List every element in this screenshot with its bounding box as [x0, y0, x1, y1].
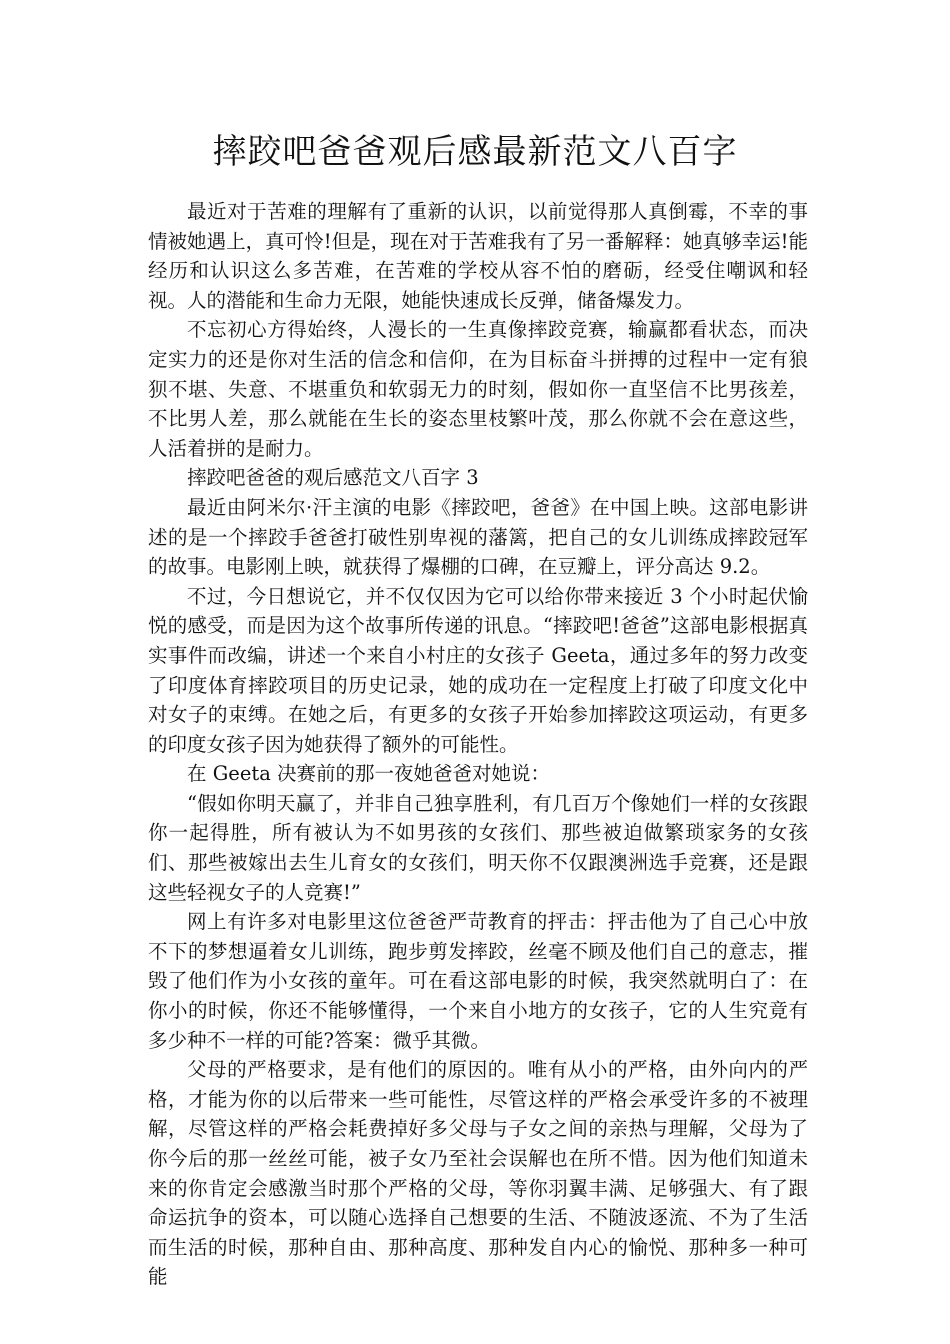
- paragraph-5: 在 Geeta 决赛前的那一夜她爸爸对她说：: [187, 762, 551, 786]
- quote-paragraph: “假如你明天赢了，并非自己独享胜利，有几百万个像她们一样的女孩跟你一起得胜，所有被认为不如男孩的女孩们、那些被迫做繁琐家务的女孩们、那些被嫁出去生儿育女的女孩们，明天你不仅跟澳洲选手竞赛，还是跟这些轻视女子的人竞赛!”: [148, 791, 808, 904]
- paragraph-6: 网上有许多对电影里这位爸爸严苛教育的抨击：抨击他为了自己心中放不下的梦想逼着女儿训练，跑步剪发摔跤，丝毫不顾及他们自己的意志，摧毁了他们作为小女孩的童年。可在看这部电影的时候，我突然就明白了：在你小的时候，你还不能够懂得，一个来自小地方的女孩子，它的人生究竟有多少种不一样的可能?答案：微乎其微。: [148, 910, 808, 1052]
- paragraph-4: 不过，今日想说它，并不仅仅因为它可以给你带来接近 3 个小时起伏愉悦的感受，而是因为这个故事所传递的讯息。“摔跤吧!爸爸”这部电影根据真实事件而改编，讲述一个来自小村庄的女孩子 Geeta，通过多年的努力改变了印度体育摔跤项目的历史记录，她的成功在一定程度上打破了印度文化中对女子的束缚。在她之后，有更多的女孩子开始参加摔跤这项运动，有更多的印度女孩子因为她获得了额外的可能性。: [148, 584, 808, 756]
- paragraph-7: 父母的严格要求，是有他们的原因的。唯有从小的严格，由外向内的严格，才能为你的以后带来一些可能性，尽管这样的严格会承受许多的不被理解，尽管这样的严格会耗费掉好多父母与子女之间的亲热与理解，父母为了你今后的那一丝丝可能，被子女乃至社会误解也在所不惜。因为他们知道未来的你肯定会感激当时那个严格的父母，等你羽翼丰满、足够强大、有了跟命运抗争的资本，可以随心选择自己想要的生活、不随波逐流、不为了生活而生活的时候，那种自由、那种高度、那种发自内心的愉悦、那种多一种可能: [148, 1058, 808, 1289]
- paragraph-2: 不忘初心方得始终，人漫长的一生真像摔跤竞赛，输赢都看状态，而决定实力的还是你对生活的信念和信仰，在为目标奋斗拼搏的过程中一定有狼狈不堪、失意、不堪重负和软弱无力的时刻，假如你一直坚信不比男孩差，不比男人差，那么就能在生长的姿态里枝繁叶茂，那么你就不会在意这些，人活着拼的是耐力。: [148, 318, 808, 460]
- page-title: 摔跤吧爸爸观后感最新范文八百字: [212, 132, 738, 172]
- section-heading: 摔跤吧爸爸的观后感范文八百字 3: [187, 466, 479, 490]
- document-body: [148, 197, 808, 1292]
- paragraph-3: 最近由阿米尔·汗主演的电影《摔跤吧，爸爸》在中国上映。这部电影讲述的是一个摔跤手爸爸打破性别卑视的藩篱，把自己的女儿训练成摔跤冠军的故事。电影刚上映，就获得了爆棚的口碑，在豆瓣上，评分高达 9.2。: [148, 495, 808, 579]
- paragraph-1: 最近对于苦难的理解有了重新的认识，以前觉得那人真倒霉，不幸的事情被她遇上，真可怜!但是，现在对于苦难我有了另一番解释：她真够幸运!能经历和认识这么多苦难，在苦难的学校从容不怕的磨砺，经受住嘲讽和轻视。人的潜能和生命力无限，她能快速成长反弹，储备爆发力。: [148, 200, 808, 312]
